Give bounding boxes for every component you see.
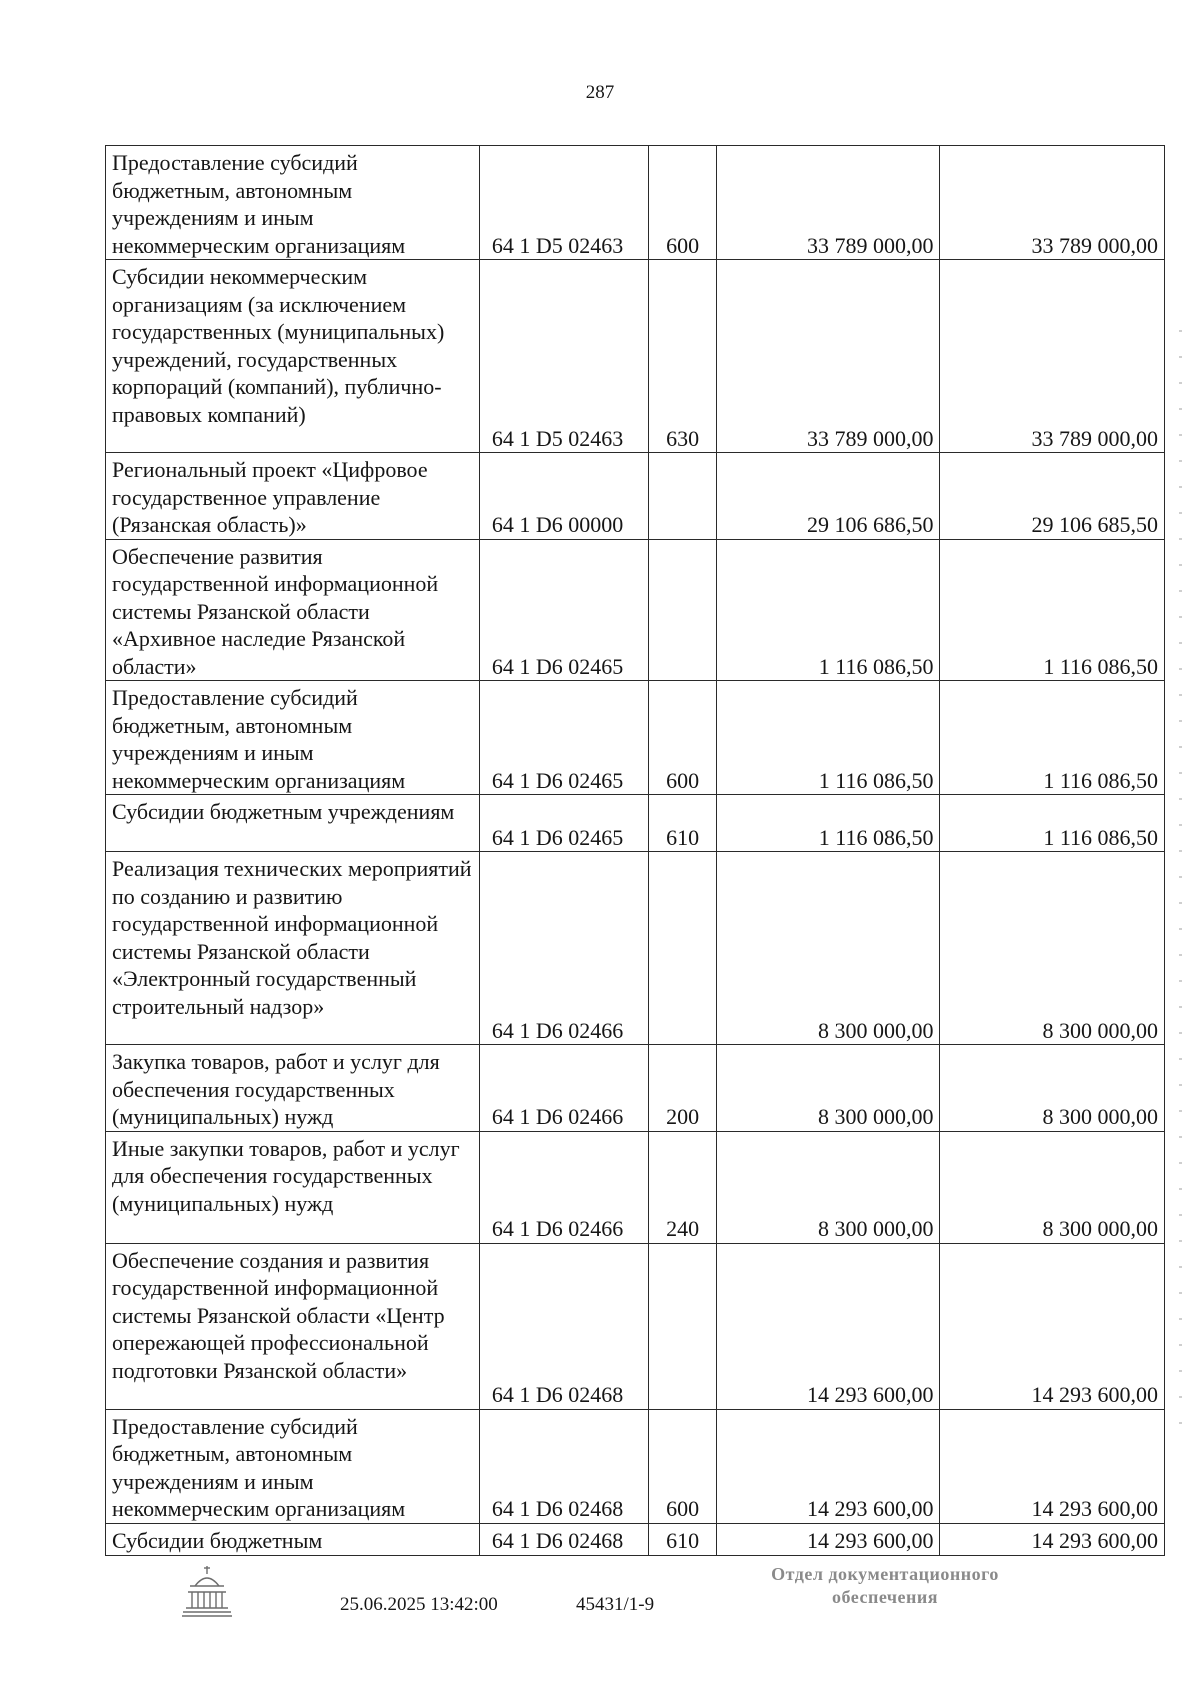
duma-building-emblem-icon (178, 1562, 236, 1620)
row-sum-2: 33 789 000,00 (940, 260, 1165, 453)
scan-edge-marks (1179, 330, 1182, 1440)
row-sum-1: 33 789 000,00 (717, 146, 940, 260)
row-expense-type (649, 453, 717, 540)
row-name: Иные закупки товаров, работ и услуг для обеспечения государственных (муниципальных) нужд (106, 1131, 480, 1243)
row-code: 64 1 D6 02466 (479, 852, 648, 1045)
row-name: Субсидии некоммерческим организациям (за исключением государственных (муниципальных) учреждений, государственных корпораций (компаний), публично-правовых компаний) (106, 260, 480, 453)
table-row (106, 852, 1165, 1045)
row-sum-1: 1 116 086,50 (717, 681, 940, 795)
row-sum-2: 14 293 600,00 (940, 1409, 1165, 1523)
row-sum-1: 29 106 686,50 (717, 453, 940, 540)
table-row (106, 1045, 1165, 1132)
row-code: 64 1 D6 02465 (479, 539, 648, 681)
row-expense-type: 200 (649, 1045, 717, 1132)
row-expense-type: 610 (649, 795, 717, 852)
table-row (106, 1131, 1165, 1243)
row-code: 64 1 D6 02465 (479, 795, 648, 852)
stamp-line-2: обеспечения (832, 1587, 938, 1607)
row-name: Закупка товаров, работ и услуг для обеспечения государственных (муниципальных) нужд (106, 1045, 480, 1132)
table-row (106, 539, 1165, 681)
budget-table (105, 145, 1165, 1556)
row-code: 64 1 D6 02466 (479, 1131, 648, 1243)
row-name: Реализация технических мероприятий по созданию и развитию государственной информационной системы Рязанской области «Электронный государственный строительный надзор» (106, 852, 480, 1045)
row-sum-2: 1 116 086,50 (940, 681, 1165, 795)
row-sum-1: 8 300 000,00 (717, 852, 940, 1045)
registration-datetime: 25.06.2025 13:42:00 (340, 1594, 498, 1615)
row-code: 64 1 D6 02466 (479, 1045, 648, 1132)
table-row (106, 260, 1165, 453)
row-sum-1: 1 116 086,50 (717, 539, 940, 681)
row-sum-2: 1 116 086,50 (940, 539, 1165, 681)
row-sum-1: 8 300 000,00 (717, 1045, 940, 1132)
row-name: Региональный проект «Цифровое государственное управление (Рязанская область)» (106, 453, 480, 540)
row-code: 64 1 D6 00000 (479, 453, 648, 540)
row-expense-type: 600 (649, 146, 717, 260)
row-code: 64 1 D6 02468 (479, 1409, 648, 1523)
page-number: 287 (585, 82, 615, 103)
row-code: 64 1 D5 02463 (479, 260, 648, 453)
stamp-line-1: Отдел документационного (771, 1564, 999, 1584)
row-sum-2: 14 293 600,00 (940, 1523, 1165, 1555)
row-expense-type: 240 (649, 1131, 717, 1243)
row-sum-1: 14 293 600,00 (717, 1243, 940, 1409)
row-code: 64 1 D6 02468 (479, 1523, 648, 1555)
row-sum-2: 8 300 000,00 (940, 852, 1165, 1045)
row-sum-2: 33 789 000,00 (940, 146, 1165, 260)
row-sum-2: 8 300 000,00 (940, 1131, 1165, 1243)
row-sum-2: 29 106 685,50 (940, 453, 1165, 540)
row-expense-type: 610 (649, 1523, 717, 1555)
row-code: 64 1 D6 02468 (479, 1243, 648, 1409)
department-stamp (735, 1563, 1035, 1609)
row-sum-2: 1 116 086,50 (940, 795, 1165, 852)
row-sum-2: 8 300 000,00 (940, 1045, 1165, 1132)
table-row (106, 1409, 1165, 1523)
table-row (106, 146, 1165, 260)
row-expense-type (649, 852, 717, 1045)
table-row (106, 1523, 1165, 1555)
row-sum-1: 1 116 086,50 (717, 795, 940, 852)
row-expense-type: 600 (649, 1409, 717, 1523)
row-name: Обеспечение развития государственной информационной системы Рязанской области «Архивное наследие Рязанской области» (106, 539, 480, 681)
row-sum-1: 14 293 600,00 (717, 1523, 940, 1555)
row-name: Субсидии бюджетным (106, 1523, 480, 1555)
row-name: Предоставление субсидий бюджетным, автономным учреждениям и иным некоммерческим организациям (106, 681, 480, 795)
table-row (106, 1243, 1165, 1409)
row-expense-type: 600 (649, 681, 717, 795)
row-name: Предоставление субсидий бюджетным, автономным учреждениям и иным некоммерческим организациям (106, 146, 480, 260)
row-name: Предоставление субсидий бюджетным, автономным учреждениям и иным некоммерческим организациям (106, 1409, 480, 1523)
row-expense-type (649, 1243, 717, 1409)
row-sum-2: 14 293 600,00 (940, 1243, 1165, 1409)
row-name: Обеспечение создания и развития государственной информационной системы Рязанской области «Центр опережающей профессиональной подготовки Рязанской области» (106, 1243, 480, 1409)
row-sum-1: 33 789 000,00 (717, 260, 940, 453)
table-row (106, 795, 1165, 852)
row-name: Субсидии бюджетным учреждениям (106, 795, 480, 852)
document-number: 45431/1-9 (576, 1594, 655, 1615)
row-code: 64 1 D6 02465 (479, 681, 648, 795)
row-sum-1: 8 300 000,00 (717, 1131, 940, 1243)
table-row (106, 453, 1165, 540)
row-expense-type (649, 539, 717, 681)
row-expense-type: 630 (649, 260, 717, 453)
table-row (106, 681, 1165, 795)
row-sum-1: 14 293 600,00 (717, 1409, 940, 1523)
row-code: 64 1 D5 02463 (479, 146, 648, 260)
